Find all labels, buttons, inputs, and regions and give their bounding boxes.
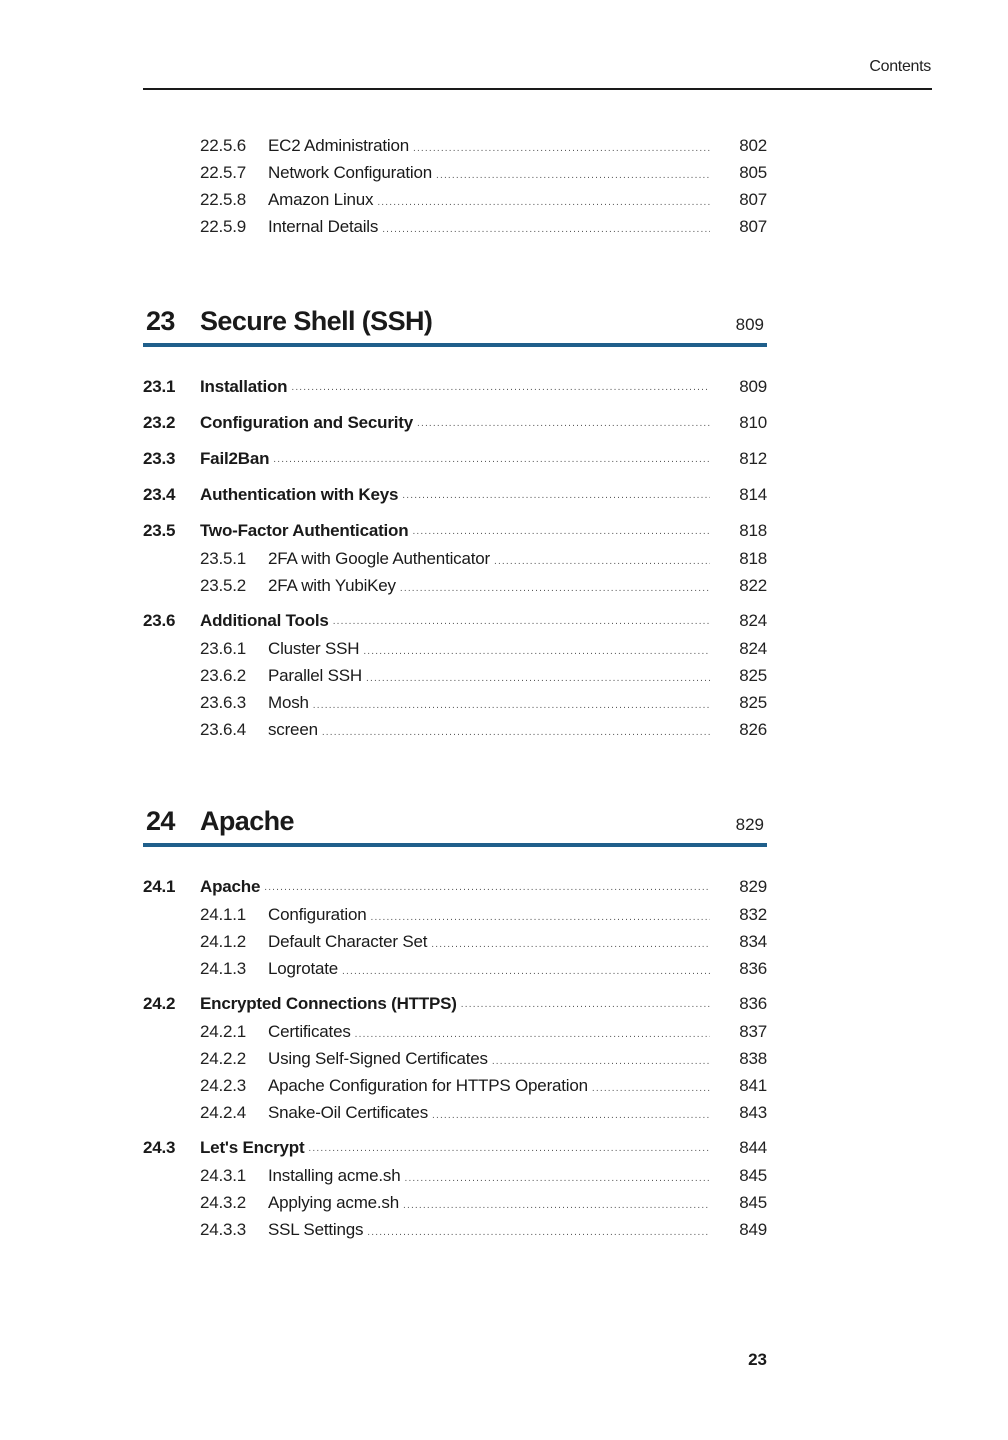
entry-number: 24.2.4 — [200, 1103, 247, 1122]
dot-leader — [377, 197, 710, 208]
dot-leader — [413, 143, 710, 154]
entry-number: 24.3.1 — [200, 1166, 247, 1185]
entry-number: 23.1 — [143, 377, 176, 396]
entry-number: 24.2.1 — [200, 1022, 247, 1041]
toc-chapter-23 — [143, 369, 767, 747]
entry-title: Parallel SSH — [268, 666, 362, 685]
dot-leader — [264, 882, 710, 893]
entry-page: 832 — [739, 905, 767, 924]
dot-leader — [333, 616, 710, 627]
toc-entry[interactable] — [143, 666, 767, 693]
entry-page: 807 — [739, 190, 767, 209]
dot-leader — [403, 1200, 710, 1211]
entry-number: 23.6.2 — [200, 666, 247, 685]
toc-entry[interactable] — [143, 513, 767, 549]
dot-leader — [355, 1029, 710, 1040]
toc-entry[interactable] — [143, 369, 767, 405]
dot-leader — [431, 939, 710, 950]
entry-number: 24.2.2 — [200, 1049, 247, 1068]
dot-leader — [417, 418, 710, 429]
entry-title: Apache Configuration for HTTPS Operation — [268, 1076, 588, 1095]
entry-number: 22.5.7 — [200, 163, 247, 182]
toc-entry[interactable] — [143, 1193, 767, 1220]
entry-title: Configuration — [268, 905, 367, 924]
dot-leader — [461, 999, 710, 1010]
entry-title: SSL Settings — [268, 1220, 364, 1239]
entry-number: 24.2.3 — [200, 1076, 247, 1095]
entry-page: 810 — [739, 413, 767, 432]
chapter-title: Secure Shell (SSH) — [200, 306, 433, 336]
dot-leader — [367, 1227, 710, 1238]
entry-title: Network Configuration — [268, 163, 432, 182]
entry-page: 822 — [739, 576, 767, 595]
dot-leader — [492, 1056, 710, 1067]
entry-page: 805 — [739, 163, 767, 182]
entry-number: 23.5.2 — [200, 576, 247, 595]
entry-number: 23.6.1 — [200, 639, 247, 658]
toc-entry[interactable] — [143, 932, 767, 959]
entry-number: 22.5.8 — [200, 190, 247, 209]
entry-title: screen — [268, 720, 318, 739]
chapter-page: 829 — [735, 815, 764, 834]
toc-entry[interactable] — [143, 603, 767, 639]
entry-title: Configuration and Security — [200, 413, 413, 432]
entry-title: Amazon Linux — [268, 190, 374, 209]
toc-entry[interactable] — [143, 720, 767, 747]
entry-title: Applying acme.sh — [268, 1193, 399, 1212]
entry-page: 836 — [739, 994, 767, 1013]
entry-page: 829 — [739, 877, 767, 896]
dot-leader — [436, 170, 710, 181]
toc-continued-section — [143, 136, 767, 244]
entry-title: Additional Tools — [200, 611, 329, 630]
entry-title: Apache — [200, 877, 261, 896]
toc-entry[interactable] — [143, 190, 767, 217]
toc-entry[interactable] — [143, 1076, 767, 1103]
dot-leader — [366, 673, 710, 684]
entry-page: 802 — [739, 136, 767, 155]
toc-entry[interactable] — [143, 477, 767, 513]
toc-entry[interactable] — [143, 1220, 767, 1247]
page-number: 23 — [748, 1350, 767, 1369]
entry-title: Authentication with Keys — [200, 485, 399, 504]
entry-number: 24.2 — [143, 994, 176, 1013]
dot-leader — [382, 224, 710, 235]
chapter-heading-24[interactable] — [143, 803, 767, 843]
entry-title: Default Character Set — [268, 932, 428, 951]
entry-title: 2FA with YubiKey — [268, 576, 396, 595]
entry-title: Fail2Ban — [200, 449, 270, 468]
toc-entry[interactable] — [143, 639, 767, 666]
entry-title: Mosh — [268, 693, 309, 712]
entry-number: 23.6 — [143, 611, 176, 630]
entry-title: Let's Encrypt — [200, 1138, 305, 1157]
entry-page: 814 — [739, 485, 767, 504]
dot-leader — [273, 454, 710, 465]
entry-page: 838 — [739, 1049, 767, 1068]
dot-leader — [308, 1143, 710, 1154]
toc-entry[interactable] — [143, 905, 767, 932]
entry-title: Using Self-Signed Certificates — [268, 1049, 488, 1068]
chapter-heading-23[interactable] — [143, 303, 767, 343]
toc-chapter-24 — [143, 869, 767, 1247]
toc-entry[interactable] — [143, 1022, 767, 1049]
toc-entry[interactable] — [143, 163, 767, 190]
entry-number: 22.5.9 — [200, 217, 247, 236]
entry-page: 825 — [739, 666, 767, 685]
entry-number: 24.3.2 — [200, 1193, 247, 1212]
entry-page: 824 — [739, 611, 767, 630]
toc-entry[interactable] — [143, 693, 767, 720]
dot-leader — [400, 583, 710, 594]
entry-number: 22.5.6 — [200, 136, 247, 155]
entry-page: 837 — [739, 1022, 767, 1041]
entry-title: Installation — [200, 377, 288, 396]
toc-entry[interactable] — [143, 136, 767, 163]
entry-page: 812 — [739, 449, 767, 468]
running-head: Contents — [869, 58, 931, 75]
chapter-rule — [143, 843, 767, 847]
entry-number: 23.5.1 — [200, 549, 247, 568]
chapter-number: 24 — [146, 806, 175, 836]
toc-entry[interactable] — [143, 1130, 767, 1166]
entry-number: 24.1.1 — [200, 905, 247, 924]
dot-leader — [322, 727, 710, 738]
entry-number: 23.2 — [143, 413, 176, 432]
entry-number: 24.3 — [143, 1138, 176, 1157]
entry-number: 24.3.3 — [200, 1220, 247, 1239]
entry-title: Cluster SSH — [268, 639, 360, 658]
toc-entry[interactable] — [143, 217, 767, 244]
entry-page: 809 — [739, 377, 767, 396]
header-rule — [143, 88, 932, 90]
entry-page: 807 — [739, 217, 767, 236]
dot-leader — [363, 646, 710, 657]
entry-title: EC2 Administration — [268, 136, 409, 155]
toc-entry[interactable] — [143, 576, 767, 603]
chapter-rule — [143, 343, 767, 347]
dot-leader — [494, 556, 710, 567]
dot-leader — [432, 1110, 710, 1121]
toc-entry[interactable] — [143, 441, 767, 477]
entry-page: 818 — [739, 521, 767, 540]
chapter-title: Apache — [200, 806, 294, 836]
entry-title: 2FA with Google Authenticator — [268, 549, 490, 568]
entry-page: 826 — [739, 720, 767, 739]
entry-title: Two-Factor Authentication — [200, 521, 409, 540]
entry-number: 23.4 — [143, 485, 176, 504]
entry-title: Internal Details — [268, 217, 379, 236]
dot-leader — [342, 966, 710, 977]
toc-entry[interactable] — [143, 959, 767, 986]
entry-number: 24.1 — [143, 877, 176, 896]
toc-entry[interactable] — [143, 1166, 767, 1193]
toc-entry[interactable] — [143, 869, 767, 905]
entry-page: 845 — [739, 1193, 767, 1212]
toc-entry[interactable] — [143, 986, 767, 1022]
entry-title: Encrypted Connections (HTTPS) — [200, 994, 457, 1013]
dot-leader — [404, 1173, 710, 1184]
dot-leader — [371, 912, 710, 923]
entry-title: Certificates — [268, 1022, 351, 1041]
entry-page: 841 — [739, 1076, 767, 1095]
entry-page: 845 — [739, 1166, 767, 1185]
entry-page: 844 — [739, 1138, 767, 1157]
entry-title: Snake-Oil Certificates — [268, 1103, 428, 1122]
entry-page: 825 — [739, 693, 767, 712]
toc-entry[interactable] — [143, 405, 767, 441]
dot-leader — [412, 526, 710, 537]
entry-title: Logrotate — [268, 959, 339, 978]
dot-leader — [313, 700, 710, 711]
entry-page: 834 — [739, 932, 767, 951]
entry-number: 24.1.2 — [200, 932, 247, 951]
toc-entry[interactable] — [143, 549, 767, 576]
entry-number: 23.6.3 — [200, 693, 247, 712]
entry-page: 836 — [739, 959, 767, 978]
entry-number: 23.3 — [143, 449, 176, 468]
entry-page: 849 — [739, 1220, 767, 1239]
entry-page: 818 — [739, 549, 767, 568]
entry-number: 23.5 — [143, 521, 176, 540]
entry-page: 824 — [739, 639, 767, 658]
dot-leader — [291, 382, 710, 393]
entry-title: Installing acme.sh — [268, 1166, 401, 1185]
dot-leader — [592, 1083, 710, 1094]
entry-number: 23.6.4 — [200, 720, 247, 739]
chapter-number: 23 — [146, 306, 175, 336]
toc-entry[interactable] — [143, 1103, 767, 1130]
entry-page: 843 — [739, 1103, 767, 1122]
chapter-page: 809 — [735, 315, 764, 334]
dot-leader — [402, 490, 710, 501]
toc-entry[interactable] — [143, 1049, 767, 1076]
entry-number: 24.1.3 — [200, 959, 247, 978]
